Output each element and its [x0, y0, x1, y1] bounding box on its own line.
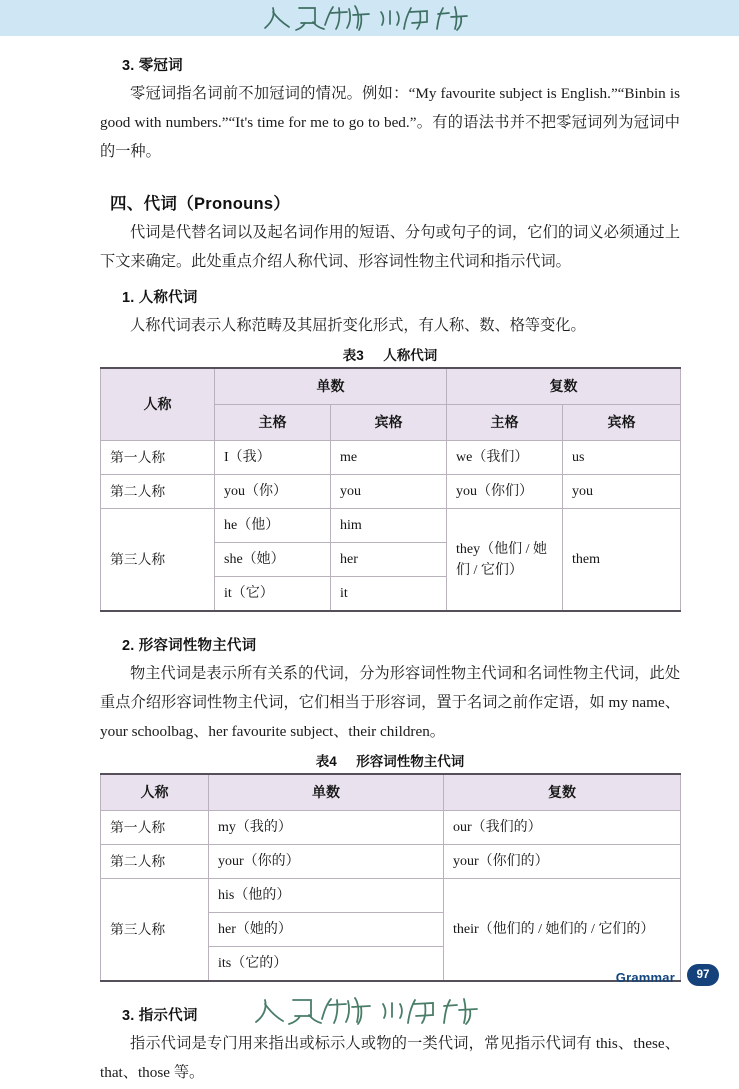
table3-row2-object-plural: you — [563, 475, 681, 509]
heading-zero-article: 3. 零冠词 — [122, 58, 183, 74]
table3-header-object-singular: 宾格 — [331, 405, 447, 441]
paragraph-pronouns: 代词是代替名词以及起名词作用的短语、分句或句子的词，它们的词义必须通过上下文来确定。此处重点介绍人称代词、形容词性物主代词和指示代词。 — [100, 224, 680, 270]
table-row — [101, 845, 681, 879]
page-header-band — [0, 0, 739, 36]
table4-row2-singular: your（你的） — [209, 845, 444, 879]
heading-pronouns: 四、代词（Pronouns） — [110, 195, 291, 213]
publisher-watermark-bottom — [0, 994, 739, 1028]
table3-row1-object-singular: me — [331, 441, 447, 475]
table4-caption-number: 表4 — [315, 754, 337, 769]
document-content — [100, 54, 680, 1089]
table3-header-row-1 — [101, 368, 681, 405]
table3-row2-subject-plural: you（你们） — [447, 475, 563, 509]
table3-row3-object-plural: them — [563, 509, 681, 612]
table4-header-plural: 复数 — [444, 774, 681, 811]
table3-header-plural: 复数 — [447, 368, 681, 405]
table3-row2-subject-singular: you（你） — [215, 475, 331, 509]
table-possessive-adjectives — [100, 773, 681, 982]
footer-section-label: Grammar — [615, 970, 675, 985]
paragraph-zero-article: 零冠词指名词前不加冠词的情况。例如：“My favourite subject is English.”“Binbin is good with numbers.”“It's time for me to go to bed.”。有的语法书并不把零冠词列为冠词中的一种。 — [100, 85, 680, 160]
table4-row3-singular-her: her（她的） — [209, 913, 444, 947]
table4-caption — [100, 750, 680, 770]
table3-row3-subject-plural: they（他们 / 她们 / 它们） — [447, 509, 563, 612]
page-footer — [0, 964, 739, 1044]
paragraph-demonstratives: 指示代词是专门用来指出或标示人或物的一类代词，常见指示代词有 this、these、that、those 等。 — [100, 1035, 680, 1081]
table3-header-singular: 单数 — [215, 368, 447, 405]
table3-row3-subject-it: it（它） — [215, 577, 331, 612]
table4-row3-singular-its: its（它的） — [209, 947, 444, 982]
table4-row1-plural: our（我们的） — [444, 811, 681, 845]
table-row — [101, 475, 681, 509]
table3-row2-object-singular: you — [331, 475, 447, 509]
table3-row1-subject-singular: I（我） — [215, 441, 331, 475]
table4-row3-singular-his: his（他的） — [209, 879, 444, 913]
paragraph-personal-pronouns: 人称代词表示人称范畴及其屈折变化形式，有人称、数、格等变化。 — [130, 317, 586, 334]
table3-row3-person: 第三人称 — [101, 509, 215, 612]
table-row — [101, 879, 681, 913]
table-personal-pronouns — [100, 367, 681, 612]
table4-row1-person: 第一人称 — [101, 811, 209, 845]
publisher-watermark-top — [0, 0, 739, 36]
page-number-badge: 97 — [687, 964, 719, 986]
table4-row1-singular: my（我的） — [209, 811, 444, 845]
heading-demonstratives: 3. 指示代词 — [122, 1008, 198, 1024]
table4-header-singular: 单数 — [209, 774, 444, 811]
table3-row3-object-him: him — [331, 509, 447, 543]
table3-row2-person: 第二人称 — [101, 475, 215, 509]
table-row — [101, 441, 681, 475]
table3-header-object-plural: 宾格 — [563, 405, 681, 441]
table4-row3-plural: their（他们的 / 她们的 / 它们的） — [444, 879, 681, 982]
page-body — [0, 36, 739, 1081]
table3-row3-object-her: her — [331, 543, 447, 577]
table-row — [101, 811, 681, 845]
table3-row1-subject-plural: we（我们） — [447, 441, 563, 475]
table4-header-row — [101, 774, 681, 811]
table3-caption-number: 表3 — [342, 348, 364, 363]
table4-row2-plural: your（你们的） — [444, 845, 681, 879]
table3-row3-object-it: it — [331, 577, 447, 612]
table4-header-person: 人称 — [101, 774, 209, 811]
table4-row2-person: 第二人称 — [101, 845, 209, 879]
heading-personal-pronouns: 1. 人称代词 — [122, 290, 198, 306]
table3-header-subject-singular: 主格 — [215, 405, 331, 441]
table3-header-person: 人称 — [101, 368, 215, 441]
table4-row3-person: 第三人称 — [101, 879, 209, 982]
table3-row3-subject-she: she（她） — [215, 543, 331, 577]
table-row — [101, 509, 681, 543]
paragraph-possessive-adjectives: 物主代词是表示所有关系的代词，分为形容词性物主代词和名词性物主代词，此处重点介绍形容词性物主代词，它们相当于形容词，置于名词之前作定语，如 my name、your schoolbag、her favourite subject、their children。 — [100, 665, 680, 740]
table3-row1-object-plural: us — [563, 441, 681, 475]
table4-caption-title: 形容词性物主代词 — [356, 754, 465, 769]
heading-possessive-adjectives: 2. 形容词性物主代词 — [122, 638, 257, 654]
table3-caption — [100, 344, 680, 364]
table3-row3-subject-he: he（他） — [215, 509, 331, 543]
table3-header-subject-plural: 主格 — [447, 405, 563, 441]
table3-caption-title: 人称代词 — [383, 348, 438, 363]
table3-row1-person: 第一人称 — [101, 441, 215, 475]
